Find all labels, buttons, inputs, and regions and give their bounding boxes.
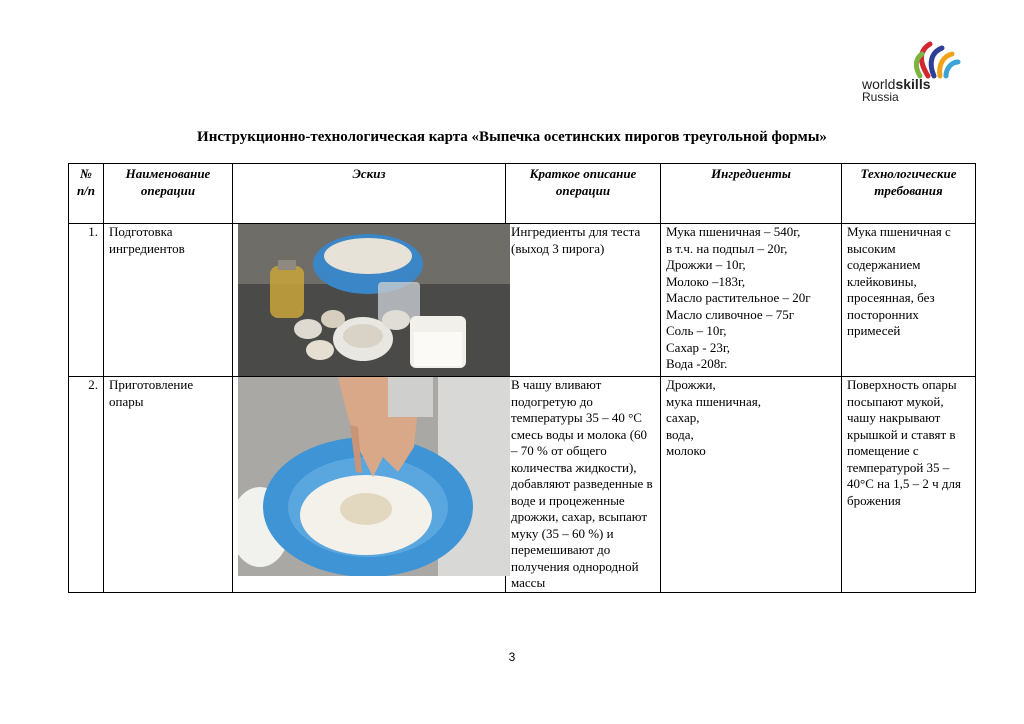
ingredient-item: Масло сливочное – 75г: [666, 306, 795, 322]
row-requirements: Мука пшеничная с высоким содержанием клейковины, просеянная, без посторонних примесей: [842, 224, 976, 377]
row-operation: Подготовка ингредиентов: [104, 224, 233, 377]
ingredient-item: Соль – 10г,: [666, 323, 727, 338]
ingredient-item: Молоко –183г,: [666, 273, 746, 289]
logo-skills: skills: [895, 76, 931, 92]
row-ingredients: [661, 377, 842, 593]
sponge-dough-photo: [238, 377, 510, 576]
table-row: [69, 377, 976, 593]
table-header-row: [69, 164, 976, 224]
header-sketch: Эскиз: [233, 164, 506, 224]
ingredient-item: Мука пшеничная – 540г,: [666, 224, 801, 239]
ingredients-photo: [238, 224, 510, 376]
ingredient-item: в т.ч. на подпыл – 20г,: [666, 240, 788, 256]
header-description: Краткое описание операции: [506, 164, 661, 224]
row-description: В чашу вливают подогретую до температуры 35 – 40 °С смесь воды и молока (60 – 70 % от общего количества жидкости), добавляют разведенные в воде и процеженные дрожжи, сахар, всыпают муку (35 – 60 %) и перемешивают до получения однородной массы: [506, 377, 661, 593]
row-number: 1.: [69, 224, 104, 377]
table-row: [69, 224, 976, 377]
ingredient-item: Масло растительное – 20г: [666, 290, 811, 305]
ingredient-item: сахар,: [666, 410, 700, 425]
row-sketch: [233, 224, 506, 377]
row-sketch: [233, 377, 506, 593]
page-number: 3: [508, 650, 516, 664]
row-operation: Приготовление опары: [104, 377, 233, 593]
logo-country: Russia: [862, 90, 899, 104]
ingredient-item: мука пшеничная,: [666, 393, 762, 409]
row-number: 2.: [69, 377, 104, 593]
header-number: № п/п: [69, 164, 104, 224]
header-ingredients: Ингредиенты: [661, 164, 842, 224]
header-requirements: Технологические требования: [842, 164, 976, 224]
ingredient-item: молоко: [666, 443, 706, 458]
ingredient-item: Вода -208г.: [666, 356, 728, 371]
logo-wordmark: [862, 78, 931, 104]
worldskills-logo: [858, 40, 968, 112]
ingredient-item: Сахар - 23г,: [666, 339, 730, 355]
ingredient-item: Дрожжи – 10г,: [666, 257, 746, 272]
ingredient-item: Дрожжи,: [666, 377, 716, 392]
row-requirements: Поверхность опары посыпают мукой, чашу накрывают крышкой и ставят в помещение с температурой 35 – 40°С на 1,5 – 2 ч для брожения: [842, 377, 976, 593]
header-operation: Наименование операции: [104, 164, 233, 224]
row-ingredients: [661, 224, 842, 377]
tech-card-table: [68, 163, 976, 593]
ingredient-item: вода,: [666, 426, 694, 442]
row-description: Ингредиенты для теста (выход 3 пирога): [506, 224, 661, 377]
logo-world: world: [862, 76, 896, 92]
document-title: Инструкционно-технологическая карта «Выпечка осетинских пирогов треугольной формы»: [197, 129, 827, 145]
worldskills-swirl-icon: [858, 40, 968, 80]
